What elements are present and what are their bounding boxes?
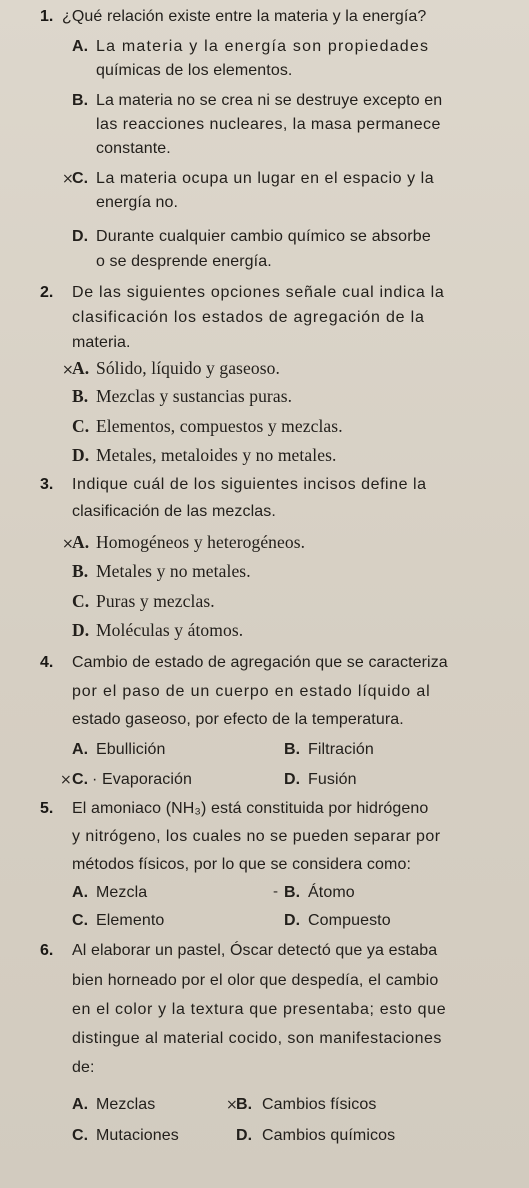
q2-option-a-text: Sólido, líquido y gaseoso. (96, 358, 280, 378)
q6-option-a-text: Mezclas (96, 1096, 156, 1113)
q1-option-b-text-cont: las reacciones nucleares, la masa permanece (96, 116, 441, 133)
question-6-stem: Al elaborar un pastel, Óscar detectó que ya estaba (72, 942, 438, 959)
q1-option-a-text: La materia y la energía son propiedades (96, 38, 430, 55)
q2-option-b-letter: B. (72, 386, 89, 406)
q1-option-c-text: La materia ocupa un lugar en el espacio y la (96, 170, 435, 187)
q1-option-c-letter: C. (72, 170, 89, 187)
question-1-number: 1. (40, 8, 54, 25)
q3-option-d-text: Moléculas y átomos. (96, 620, 244, 640)
q5-option-d-text: Compuesto (308, 912, 391, 929)
question-4-stem-cont2: estado gaseoso, por efecto de la temperatura. (72, 711, 404, 728)
q6-option-d-letter: D. (236, 1127, 253, 1144)
q4-option-c-letter: C. (72, 771, 89, 788)
q1-option-b-text-cont2: constante. (96, 140, 171, 157)
q2-option-d-letter: D. (72, 445, 90, 465)
q2-option-b-text: Mezclas y sustancias puras. (96, 386, 293, 406)
q3-option-c-text: Puras y mezclas. (96, 591, 215, 611)
q5-option-a-text: Mezcla (96, 884, 148, 901)
q4-option-b-letter: B. (284, 741, 301, 758)
question-6-stem-cont: bien horneado por el olor que despedía, el cambio (72, 972, 439, 989)
q4-option-d-letter: D. (284, 771, 301, 788)
q6-option-a-letter: A. (72, 1096, 89, 1113)
q1-answer-mark: × (62, 171, 74, 187)
q2-option-a-letter: A. (72, 358, 90, 378)
question-2-stem-cont: clasificación los estados de agregación de la (72, 309, 425, 326)
question-2-stem-cont2: materia. (72, 334, 131, 351)
q5-option-a-letter: A. (72, 884, 89, 901)
question-4-number: 4. (40, 654, 54, 671)
q6-option-b-text: Cambios físicos (262, 1096, 377, 1113)
question-5-stem-cont2: métodos físicos, por lo que se considera como: (72, 856, 411, 873)
q3-option-b-text: Metales y no metales. (96, 561, 251, 581)
q5-answer-mark: - (273, 884, 279, 900)
q2-option-c-letter: C. (72, 416, 90, 436)
q1-option-c-text-cont: energía no. (96, 194, 179, 211)
question-2-number: 2. (40, 284, 54, 301)
q3-option-a-letter: A. (72, 532, 90, 552)
q2-answer-mark: × (62, 362, 74, 378)
question-5-stem: El amoniaco (NH₃) está constituida por hidrógeno (72, 800, 429, 817)
q1-option-b-text: La materia no se crea ni se destruye excepto en (96, 92, 443, 109)
q4-option-d-text: Fusión (308, 771, 357, 788)
q4-option-c-text: · Evaporación (92, 771, 193, 788)
q6-option-d-text: Cambios químicos (262, 1127, 396, 1144)
q4-option-a-text: Ebullición (96, 741, 166, 758)
question-6-stem-cont2: en el color y la textura que presentaba; esto que (72, 1001, 447, 1018)
q4-answer-mark: × (60, 772, 72, 788)
question-2-stem: De las siguientes opciones señale cual indica la (72, 284, 445, 301)
q3-option-c-letter: C. (72, 591, 90, 611)
q6-answer-mark: × (226, 1097, 238, 1113)
question-3-stem-cont: clasificación de las mezclas. (72, 503, 276, 520)
q4-option-b-text: Filtración (308, 741, 374, 758)
question-6-number: 6. (40, 942, 54, 959)
q5-option-b-text: Átomo (308, 884, 355, 901)
question-1-stem: ¿Qué relación existe entre la materia y la energía? (62, 8, 427, 25)
q5-option-c-text: Elemento (96, 912, 165, 929)
q6-option-c-text: Mutaciones (96, 1127, 179, 1144)
q1-option-d-text: Durante cualquier cambio químico se absorbe (96, 228, 431, 245)
q3-answer-mark: × (62, 536, 74, 552)
question-3-stem: Indique cuál de los siguientes incisos define la (72, 476, 427, 493)
question-4-stem: Cambio de estado de agregación que se caracteriza (72, 654, 448, 671)
question-4-stem-cont: por el paso de un cuerpo en estado líquido al (72, 683, 431, 700)
question-5-number: 5. (40, 800, 54, 817)
question-5-stem-cont: y nitrógeno, los cuales no se pueden separar por (72, 828, 441, 845)
q3-option-a-text: Homogéneos y heterogéneos. (96, 532, 306, 552)
q2-option-d-text: Metales, metaloides y no metales. (96, 445, 337, 465)
q1-option-a-text-cont: químicas de los elementos. (96, 62, 293, 79)
q3-option-b-letter: B. (72, 561, 89, 581)
q1-option-b-letter: B. (72, 92, 89, 109)
q5-option-d-letter: D. (284, 912, 301, 929)
q1-option-d-text-cont: o se desprende energía. (96, 253, 272, 270)
q6-option-c-letter: C. (72, 1127, 89, 1144)
q4-option-a-letter: A. (72, 741, 89, 758)
q5-option-c-letter: C. (72, 912, 89, 929)
q1-option-a-letter: A. (72, 38, 89, 55)
q3-option-d-letter: D. (72, 620, 90, 640)
q1-option-d-letter: D. (72, 228, 89, 245)
q5-option-b-letter: B. (284, 884, 301, 901)
question-6-stem-cont4: de: (72, 1059, 95, 1076)
q2-option-c-text: Elementos, compuestos y mezclas. (96, 416, 343, 436)
question-3-number: 3. (40, 476, 54, 493)
q6-option-b-letter: B. (236, 1096, 253, 1113)
question-6-stem-cont3: distingue al material cocido, son manifestaciones (72, 1030, 442, 1047)
